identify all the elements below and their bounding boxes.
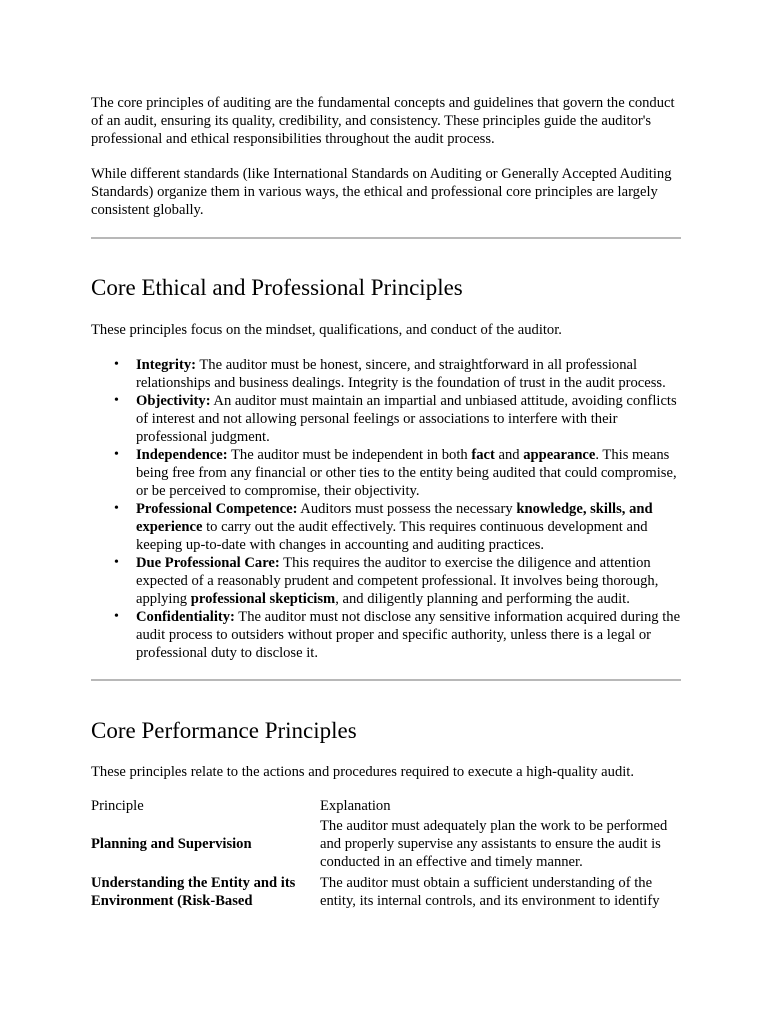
desc-confidentiality: The auditor must not disclose any sensitive information acquired during the audit process to outsiders without proper and specific authority, unless there is a legal or professional duty to disclose it. [136, 609, 681, 661]
table-row [91, 874, 681, 910]
principle-cell: Understanding the Entity and its Environment (Risk-Based [91, 875, 296, 909]
section-divider [91, 237, 681, 239]
term-due-care: Due Professional Care: [136, 555, 280, 571]
document-body [91, 94, 681, 910]
explanation-cell: The auditor must adequately plan the work to be performed and properly supervise any assistants to ensure the audit is conducted in an effective and timely manner. [320, 818, 668, 870]
emph-appearance: appearance [523, 447, 596, 463]
desc-competence-1: Auditors must possess the necessary [297, 501, 517, 517]
desc-due-care-1: This requires the auditor to exercise the diligence and attention expected of a reasonably prudent and competent professional. It involves being thorough, applying [136, 555, 659, 607]
desc-due-care-2: , and diligently planning and performing the audit. [335, 591, 630, 607]
section-divider [91, 679, 681, 681]
emph-fact: fact [471, 447, 495, 463]
desc-independence-2: and [494, 447, 524, 463]
intro-paragraph-1: The core principles of auditing are the fundamental concepts and guidelines that govern the conduct of an audit, ensuring its quality, credibility, and consistency. These principles guide the auditor's professional and ethical responsibilities throughout the audit process. [91, 95, 675, 147]
list-item-confidentiality [136, 608, 681, 662]
term-confidentiality: Confidentiality: [136, 609, 235, 625]
term-objectivity: Objectivity: [136, 393, 211, 409]
list-item-due-care [136, 554, 681, 608]
explanation-cell: The auditor must obtain a sufficient understanding of the entity, its internal controls, and its environment to identify [320, 875, 660, 909]
emph-skepticism: professional skepticism [190, 591, 336, 607]
principle-cell: Planning and Supervision [91, 836, 252, 852]
section-intro-ethical: These principles focus on the mindset, qualifications, and conduct of the auditor. [91, 322, 562, 338]
emph-knowledge-skills: knowledge, skills, and experience [136, 501, 653, 535]
desc-objectivity: An auditor must maintain an impartial and unbiased attitude, avoiding conflicts of interest and not allowing personal feelings or associations to interfere with their professional judgment. [136, 393, 677, 445]
term-competence: Professional Competence: [136, 501, 298, 517]
ethical-principles-list [91, 356, 681, 662]
performance-principles-table [91, 797, 681, 910]
intro-paragraph-2: While different standards (like International Standards on Auditing or Generally Accepted Auditing Standards) organize them in various ways, the ethical and professional core principles are largely consistent globally. [91, 166, 672, 218]
desc-independence-3: . This means being free from any financial or other ties to the entity being audited that could compromise, or be perceived to compromise, their objectivity. [136, 447, 677, 499]
section-heading-ethical: Core Ethical and Professional Principles [91, 275, 463, 300]
list-item-objectivity [136, 392, 681, 446]
list-item-independence [136, 446, 681, 500]
table-header-row [91, 797, 681, 817]
term-independence: Independence: [136, 447, 228, 463]
table-row [91, 817, 681, 874]
term-integrity: Integrity: [136, 357, 196, 373]
list-item-integrity [136, 356, 681, 392]
header-explanation: Explanation [320, 798, 391, 814]
section-heading-performance: Core Performance Principles [91, 718, 357, 743]
section-intro-performance: These principles relate to the actions and procedures required to execute a high-quality audit. [91, 764, 635, 780]
header-principle: Principle [91, 798, 144, 814]
desc-independence-1: The auditor must be independent in both [227, 447, 472, 463]
list-item-competence [136, 500, 681, 554]
desc-competence-2: to carry out the audit effectively. This requires continuous development and keeping up-to-date with changes in accounting and auditing practices. [136, 519, 648, 553]
desc-integrity: The auditor must be honest, sincere, and straightforward in all professional relationships and business dealings. Integrity is the foundation of trust in the audit process. [136, 357, 666, 391]
